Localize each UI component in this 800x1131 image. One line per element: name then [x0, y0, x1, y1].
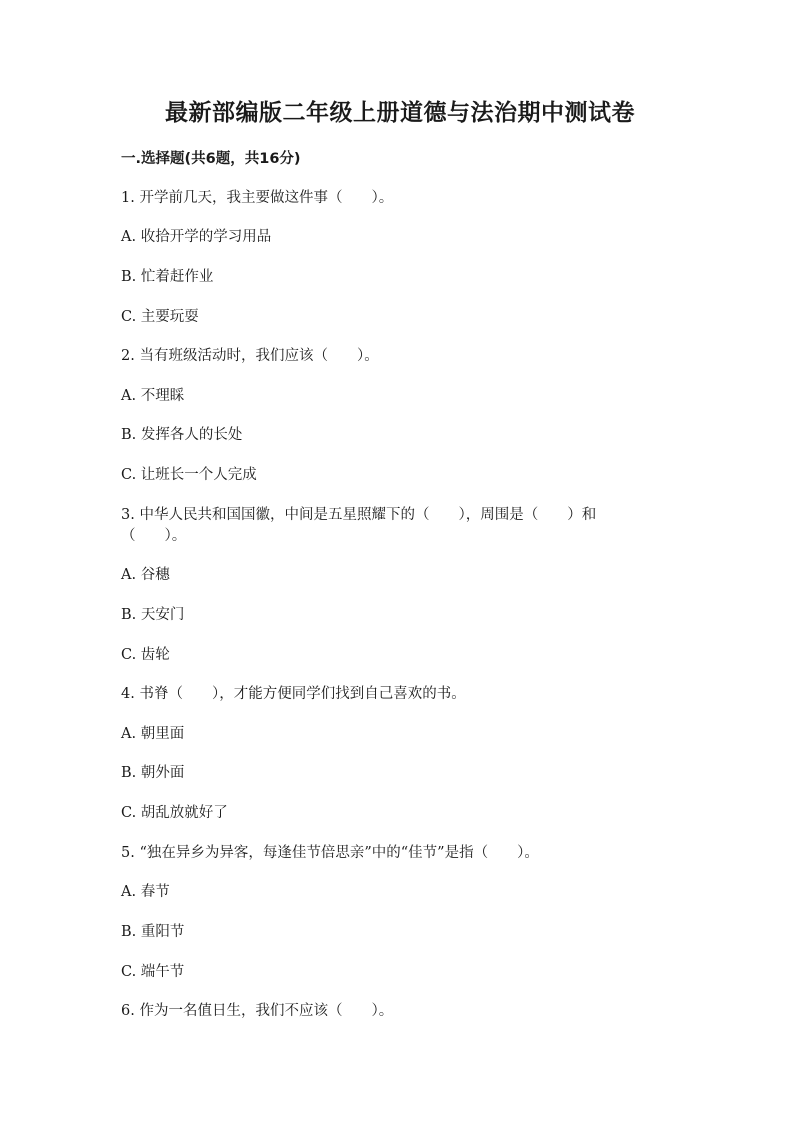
question-4-option-c: C. 胡乱放就好了: [121, 805, 228, 821]
question-2-option-c: C. 让班长一个人完成: [121, 467, 257, 483]
question-5-option-c: C. 端午节: [121, 964, 185, 980]
question-1-option-c: C. 主要玩耍: [121, 309, 199, 325]
section-heading: 一.选择题(共6题，共16分): [121, 151, 301, 167]
question-1-option-a: A. 收拾开学的学习用品: [121, 229, 272, 245]
exam-title: 最新部编版二年级上册道德与法治期中测试卷: [165, 100, 635, 126]
question-1-option-b: B. 忙着赶作业: [121, 269, 214, 285]
question-3-option-a: A. 谷穗: [121, 567, 170, 583]
question-3-stem-line-1: 3. 中华人民共和国国徽，中间是五星照耀下的（ ），周围是（ ）和: [121, 507, 597, 523]
question-5-option-a: A. 春节: [121, 884, 170, 900]
question-1-stem: 1. 开学前几天，我主要做这件事（ ）。: [121, 190, 394, 206]
question-2-option-b: B. 发挥各人的长处: [121, 427, 243, 443]
question-2-stem: 2. 当有班级活动时，我们应该（ ）。: [121, 348, 379, 364]
question-5-option-b: B. 重阳节: [121, 924, 185, 940]
question-3-option-c: C. 齿轮: [121, 647, 170, 663]
question-5-stem: 5. “独在异乡为异客，每逢佳节倍思亲”中的“佳节”是指（ ）。: [121, 845, 539, 861]
question-2-option-a: A. 不理睬: [121, 388, 185, 404]
question-3-stem-line-2: （ ）。: [121, 528, 187, 544]
question-4-stem: 4. 书脊（ ），才能方便同学们找到自己喜欢的书。: [121, 686, 466, 702]
question-6-stem: 6. 作为一名值日生，我们不应该（ ）。: [121, 1003, 394, 1019]
question-4-option-a: A. 朝里面: [121, 726, 185, 742]
question-3-option-b: B. 天安门: [121, 607, 185, 623]
question-4-option-b: B. 朝外面: [121, 765, 185, 781]
